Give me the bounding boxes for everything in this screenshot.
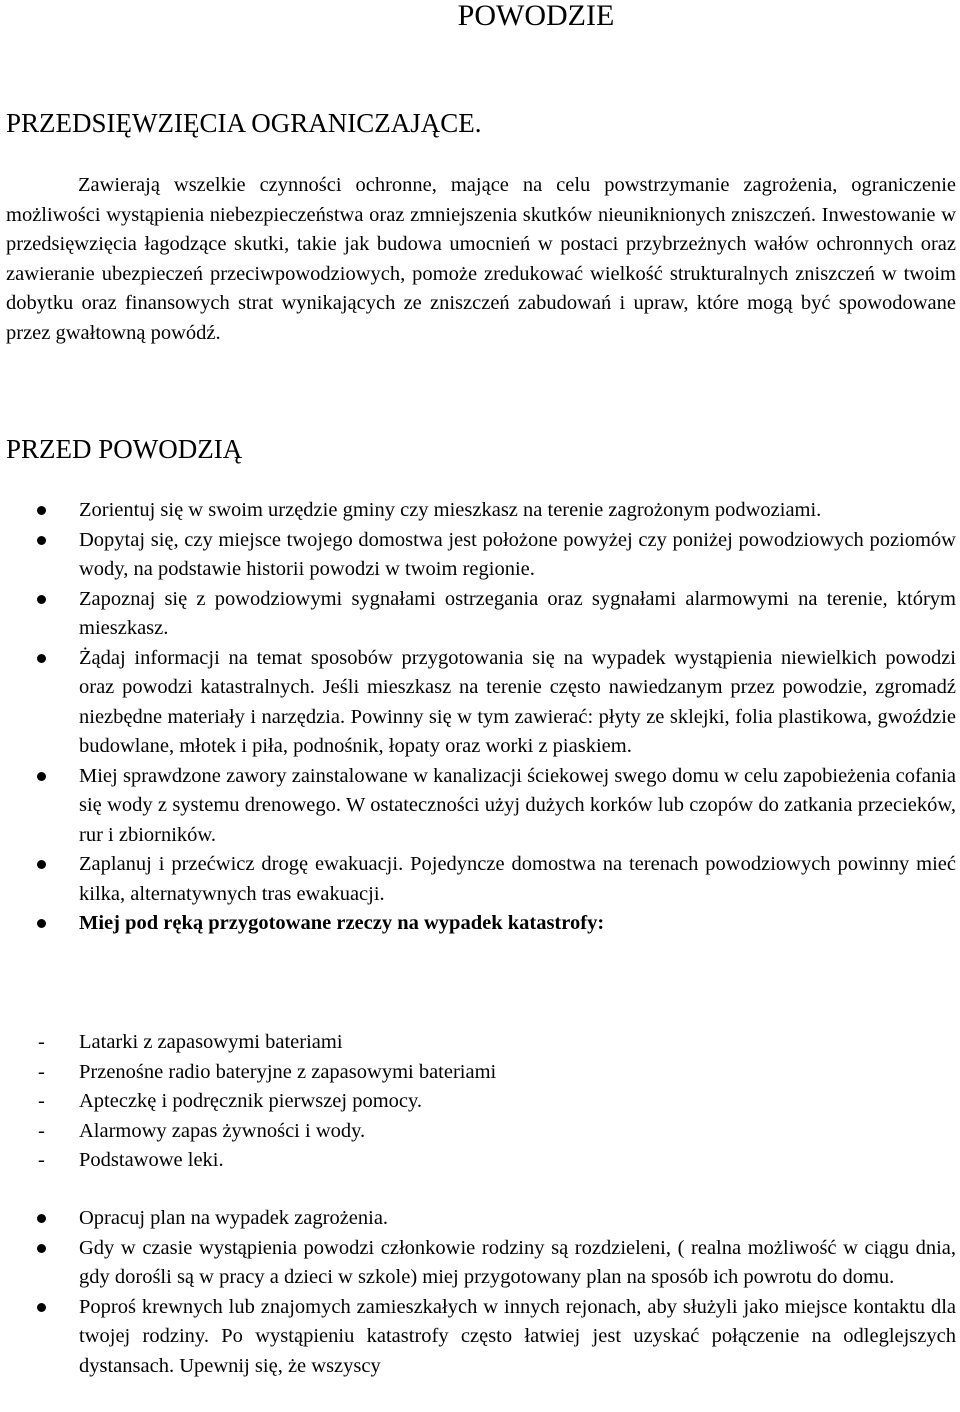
- bullet-item: Opracuj plan na wypadek zagrożenia.: [0, 1204, 956, 1234]
- bullet-item: Zapoznaj się z powodziowymi sygnałami ostrzegania oraz sygnałami alarmowymi na terenie, którym mieszkasz.: [0, 585, 956, 644]
- supply-item: - Alarmowy zapas żywności i wody.: [0, 1117, 956, 1147]
- section-heading-before-flood: PRZED POWODZIĄ: [6, 434, 243, 464]
- section-heading-mitigation: PRZEDSIĘWZIĘCIA OGRANICZAJĄCE.: [6, 108, 482, 138]
- bullet-item: Poproś krewnych lub znajomych zamieszkałych w innych rejonach, aby służyli jako miejsce kontaktu dla twojej rodziny. Po wystąpieniu katastrofy często łatwiej jest uzyskać połączenie na odleglejszych dystansach. Upewnij się, że wszyscy: [0, 1293, 956, 1382]
- supplies-dash-list: [0, 1028, 956, 1176]
- supply-item: - Przenośne radio bateryjne z zapasowymi bateriami: [0, 1058, 956, 1088]
- bullet-item: Dopytaj się, czy miejsce twojego domostwa jest położone powyżej czy poniżej powodziowych poziomów wody, na podstawie historii powodzi w twoim regionie.: [0, 526, 956, 585]
- bullet-item-supplies-heading: Miej pod ręką przygotowane rzeczy na wypadek katastrofy:: [0, 909, 956, 939]
- bullet-item: Żądaj informacji na temat sposobów przygotowania się na wypadek wystąpienia niewielkich powodzi oraz powodzi katastralnych. Jeśli mieszkasz na terenie często nawiedzanym przez powodzie, zgromadź niezbędne materiały i narzędzia. Powinny się w tym zawierać: płyty ze sklejki, folia plastikowa, gwoździe budowlane, młotek i piła, podnośnik, łopaty oraz worki z piaskiem.: [0, 644, 956, 762]
- bullet-item: Zaplanuj i przećwicz drogę ewakuacji. Pojedyncze domostwa na terenach powodziowych powinny mieć kilka, alternatywnych tras ewakuacji.: [0, 850, 956, 909]
- supply-item: - Podstawowe leki.: [0, 1146, 956, 1176]
- preparation-bullet-list: [0, 496, 956, 939]
- bullet-item: Zorientuj się w swoim urzędzie gminy czy mieszkasz na terenie zagrożonym podwoziami.: [0, 496, 956, 526]
- page-title: POWODZIE: [457, 0, 615, 32]
- plan-bullet-list: [0, 1204, 956, 1381]
- bullet-item: Miej sprawdzone zawory zainstalowane w kanalizacji ściekowej swego domu w celu zapobieżenia cofania się wody z systemu drenowego. W ostateczności użyj dużych korków lub czopów do zatkania przecieków, rur i zbiorników.: [0, 762, 956, 851]
- bullet-item: Gdy w czasie wystąpienia powodzi członkowie rodziny są rozdzieleni, ( realna możliwość w ciągu dnia, gdy dorośli są w pracy a dzieci w szkole) miej przygotowany plan na sposób ich powrotu do domu.: [0, 1234, 956, 1293]
- intro-paragraph: Zawierają wszelkie czynności ochronne, mające na celu powstrzymanie zagrożenia, ograniczenie możliwości wystąpienia niebezpieczeństwa oraz zmniejszenia skutków nieuniknionych zniszczeń. Inwestowanie w przedsięwzięcia łagodzące skutki, takie jak budowa umocnień w postaci przybrzeżnych wałów ochronnych oraz zawieranie ubezpieczeń przeciwpowodziowych, pomoże zredukować wielkość strukturalnych zniszczeń w twoim dobytku oraz finansowych strat wynikających ze zniszczeń zabudowań i upraw, które mogą być spowodowane przez gwałtowną powódź.: [6, 174, 956, 344]
- supply-item: - Apteczkę i podręcznik pierwszej pomocy.: [0, 1087, 956, 1117]
- supply-item: - Latarki z zapasowymi bateriami: [0, 1028, 956, 1058]
